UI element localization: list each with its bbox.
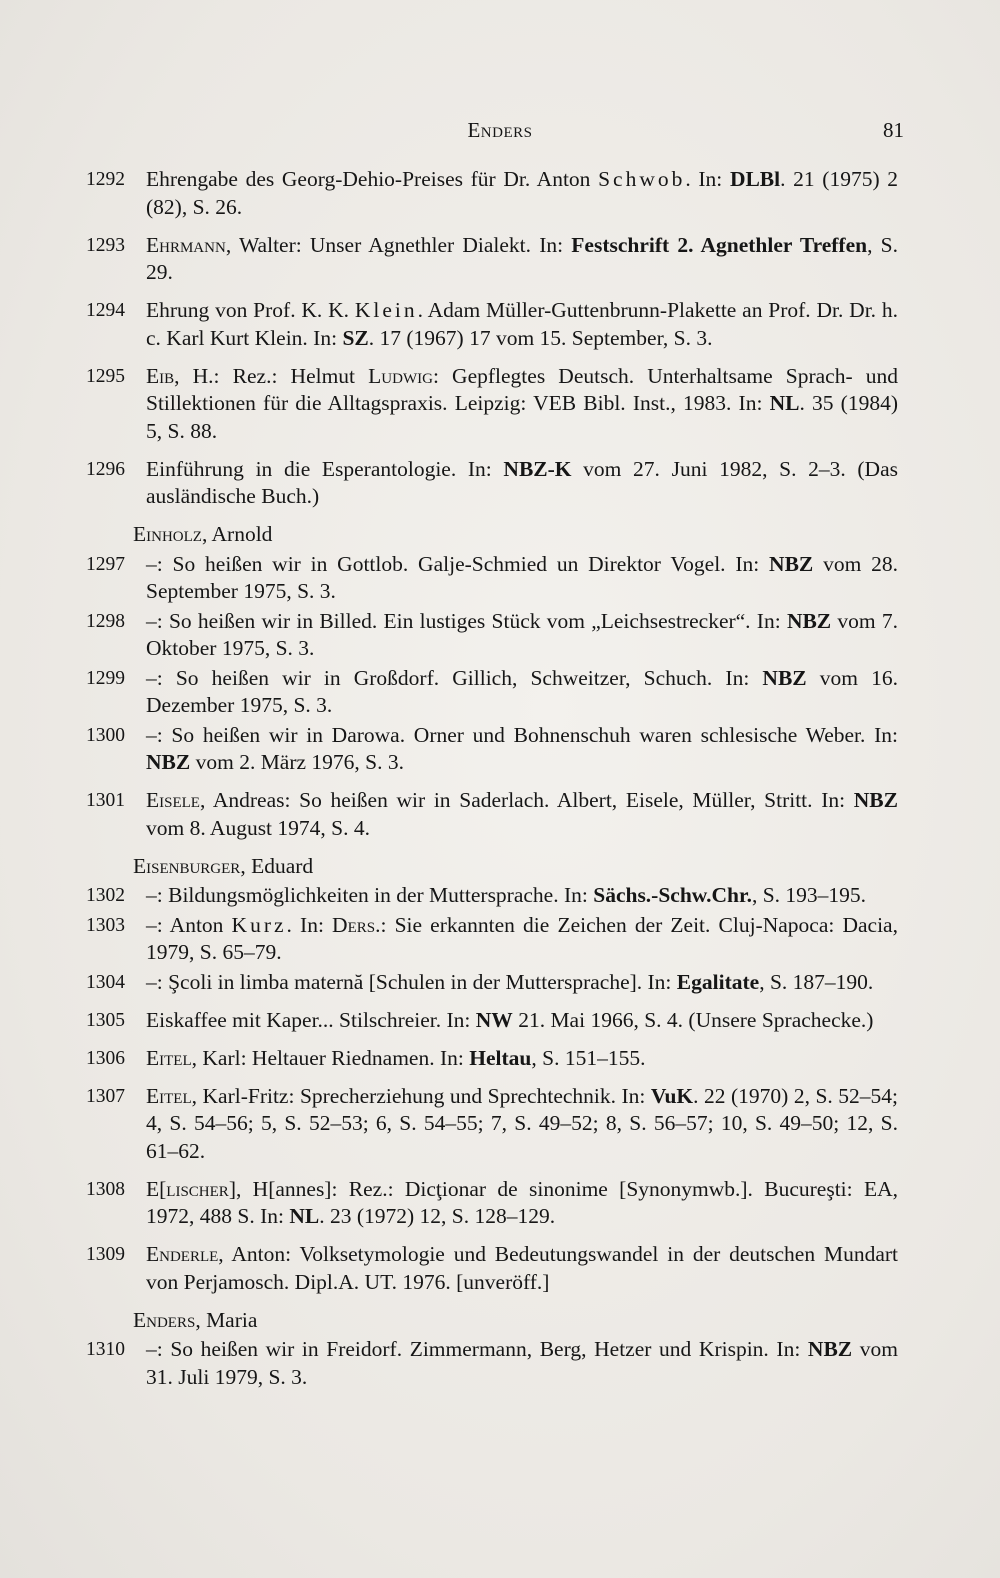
bold-source: NBZ (807, 1337, 853, 1361)
entry-body (146, 364, 898, 443)
bibliography-entry (86, 787, 898, 842)
entry-text: : Sie erkannten die Zeichen der Zeit. Cluj-Napoca: Dacia, 1979, S. 65–79. (146, 912, 898, 964)
entry-text: –: Bildungsmöglichkeiten in der Muttersprache. In: (146, 883, 594, 907)
author-name: Ehrmann (146, 232, 226, 257)
entry-text: vom 31. Juli 1979, S. 3. (146, 1337, 898, 1389)
author-name: Eib (146, 363, 175, 388)
entry-text: , Eduard (240, 853, 314, 878)
entry-body (146, 1337, 898, 1389)
entry-number: 1294 (86, 300, 125, 321)
spaced-name: Schwob (598, 167, 686, 191)
entry-number: 1304 (86, 971, 125, 993)
entry-body (146, 788, 898, 840)
entry-text: . In: (685, 167, 730, 191)
bibliography-entry (86, 1083, 898, 1166)
entry-body (146, 666, 898, 718)
bibliography-entry (86, 297, 898, 352)
bold-source: NL (289, 1204, 320, 1228)
bold-source: Sächs.-Schw.Chr. (593, 883, 752, 907)
bibliography-entry (86, 1336, 898, 1391)
entry-number: 1299 (86, 667, 125, 689)
entry-text: , Karl: Heltauer Riednamen. In: (191, 1045, 470, 1070)
entry-text: vom 7. Oktober 1975, S. 3. (146, 608, 898, 660)
bold-source: Egalitate (676, 969, 760, 994)
entry-number: 1292 (86, 169, 125, 190)
entry-text: –: So heißen wir in Freidorf. Zimmermann, Berg, Hetzer und Krispin. In: (146, 1337, 808, 1361)
entry-text: . 17 (1967) 17 vom 15. September, S. 3. (368, 325, 713, 350)
bibliography-entry (86, 882, 898, 910)
author-name: Ders. (332, 912, 381, 937)
spaced-name: Klein (354, 298, 418, 322)
bibliography-entry (86, 456, 898, 511)
entry-body (146, 298, 898, 350)
bold-source: NBZ (146, 750, 191, 774)
entry-text: vom 16. Dezember 1975, S. 3. (146, 665, 898, 717)
bibliography-entry (86, 608, 898, 663)
bold-source: NBZ (853, 788, 898, 812)
author-name: Enderle (146, 1242, 219, 1266)
entry-text: E[ (146, 1176, 167, 1201)
entry-number: 1295 (86, 365, 125, 387)
author-name: lischer (166, 1176, 229, 1201)
bibliography-list (86, 166, 898, 1402)
entry-text: vom 28. September 1975, S. 3. (146, 551, 898, 603)
bibliography-entry (86, 1045, 898, 1073)
author-heading (86, 853, 898, 881)
entry-text: 21. Mai 1966, S. 4. (Unsere Sprachecke.) (512, 1007, 874, 1032)
bibliography-entry (86, 363, 898, 446)
entry-number: 1300 (86, 724, 125, 746)
entry-text: , Arnold (201, 522, 273, 546)
entry-text: , S. 151–155. (531, 1045, 646, 1070)
bold-source: NBZ-K (503, 456, 572, 481)
entry-body (146, 609, 898, 661)
entry-number: 1306 (86, 1047, 125, 1069)
entry-text: , S. 29. (146, 232, 898, 284)
entry-text: , S. 193–195. (751, 883, 867, 907)
entry-text: –: So heißen wir in Darowa. Orner und Bohnenschuh waren schlesische Weber. In: (146, 722, 898, 747)
bibliography-entry (86, 912, 898, 967)
running-head (0, 118, 1000, 148)
bold-source: SZ (342, 325, 369, 350)
bold-source: NBZ (769, 551, 814, 576)
entry-text: Eiskaffee mit Kaper... Stilschreier. In: (146, 1007, 476, 1032)
bibliography-entry (86, 1241, 898, 1296)
entry-text: Einführung in die Esperantologie. In: (146, 456, 504, 481)
entry-body (146, 457, 898, 509)
author-name: Eisenburger (133, 853, 241, 878)
entry-text: : Gepflegtes Deutsch. Unterhaltsame Sprach- und Stillektionen für die Alltagspraxis. Leipzig: VEB Bibl. Inst., 1983. In: (146, 363, 898, 415)
bibliography-entry (86, 166, 898, 221)
author-heading (86, 1307, 898, 1335)
entry-body (146, 883, 866, 907)
entry-text: –: So heißen wir in Billed. Ein lustiges Stück vom „Leichsestrecker“. In: (146, 608, 787, 633)
entry-body (146, 913, 898, 965)
spaced-name: Kurz (231, 912, 287, 937)
entry-text: vom 27. Juni 1982, S. 2–3. (Das ausländische Buch.) (146, 456, 898, 508)
entry-text: , Andreas: So heißen wir in Saderlach. Albert, Eisele, Müller, Stritt. In: (199, 788, 854, 812)
entry-number: 1298 (86, 610, 125, 632)
entry-text: –: So heißen wir in Großdorf. Gillich, Schweitzer, Schuch. In: (146, 665, 763, 690)
entry-text: vom 2. März 1976, S. 3. (190, 750, 405, 774)
entry-number: 1301 (86, 790, 125, 811)
bibliography-entry (86, 665, 898, 720)
entry-text: , Walter: Unser Agnethler Dialekt. In: (225, 232, 572, 257)
entry-text: –: Şcoli in limba maternă [Schulen in der Muttersprache]. In: (146, 969, 677, 994)
bold-source: NL (769, 391, 800, 415)
author-name: Enders (133, 1307, 196, 1332)
entry-text: . 22 (1970) 2, S. 52–54; 4, S. 54–56; 5, S. 52–53; 6, S. 54–55; 7, S. 49–52; 8, S. 56–57; 10, S. 49–50; 12, S. 61–62. (146, 1083, 898, 1163)
entry-body (146, 1177, 898, 1229)
entry-number: 1308 (86, 1178, 125, 1200)
author-name: Eisele (146, 788, 200, 812)
author-name: Ludwig (368, 363, 433, 388)
bibliography-entry (86, 969, 898, 997)
bold-source: DLBl (729, 167, 781, 191)
entry-body (146, 233, 898, 285)
entry-number: 1307 (86, 1085, 125, 1107)
bibliography-entry (86, 722, 898, 777)
entry-number: 1302 (86, 885, 125, 906)
entry-body (146, 970, 873, 994)
entry-number: 1309 (86, 1244, 125, 1265)
entry-text: ], H[annes]: Rez.: Dicţionar de sinonime [Synonymwb.]. Bucureşti: EA, 1972, 488 S. In: (146, 1176, 898, 1228)
entry-body (146, 723, 898, 775)
entry-body (146, 1008, 873, 1032)
entry-body (146, 552, 898, 604)
author-name: Eitel (146, 1083, 192, 1108)
entry-text: vom 8. August 1974, S. 4. (146, 815, 370, 840)
bold-source: Festschrift 2. Agnethler Treffen (571, 232, 868, 257)
bold-source: NBZ (786, 608, 832, 633)
bold-source: Heltau (469, 1045, 532, 1070)
entry-number: 1293 (86, 234, 125, 256)
entry-text: . 23 (1972) 12, S. 128–129. (319, 1204, 556, 1228)
entry-text: –: Anton (146, 912, 232, 937)
entry-number: 1303 (86, 914, 125, 936)
running-head-title: Enders (467, 118, 533, 142)
page-number: 81 (883, 118, 904, 142)
entry-text: Ehrengabe des Georg-Dehio-Preises für Dr. Anton (146, 167, 599, 191)
bold-source: VuK (650, 1083, 694, 1108)
entry-body (146, 1242, 898, 1294)
entry-number: 1305 (86, 1009, 125, 1031)
entry-text: . 21 (1975) 2 (82), S. 26. (146, 167, 899, 219)
author-heading (86, 521, 898, 549)
entry-text: Ehrung von Prof. K. K. (146, 298, 355, 322)
bibliography-entry (86, 1007, 898, 1035)
entry-text: . 35 (1984) 5, S. 88. (146, 391, 898, 443)
entry-number: 1296 (86, 458, 125, 480)
author-name: Eitel (146, 1045, 192, 1070)
bold-source: NW (475, 1007, 513, 1032)
entry-text: , H.: Rez.: Helmut (174, 363, 369, 388)
bibliography-entry (86, 232, 898, 287)
entry-text: . Adam Müller-Guttenbrunn-Plakette an Prof. Dr. Dr. h. c. Karl Kurt Klein. In: (146, 298, 898, 350)
entry-text: –: So heißen wir in Gottlob. Galje-Schmied un Direktor Vogel. In: (146, 551, 770, 576)
bibliography-entry (86, 551, 898, 606)
entry-text: . In: (286, 912, 333, 937)
entry-number: 1310 (86, 1339, 125, 1360)
author-name: Einholz (133, 522, 202, 546)
bibliography-entry (86, 1176, 898, 1231)
entry-text: , Karl-Fritz: Sprecherziehung und Sprechtechnik. In: (191, 1083, 651, 1108)
entry-number: 1297 (86, 553, 125, 575)
entry-text: , Anton: Volksetymologie und Bedeutungswandel in der deutschen Mundart von Perjamosch. Dipl.A. UT. 1976. [unveröff.] (146, 1242, 898, 1294)
entry-body (146, 167, 898, 219)
bold-source: NBZ (762, 665, 807, 690)
entry-text: , S. 187–190. (759, 969, 874, 994)
entry-body (146, 1046, 645, 1070)
entry-text: , Maria (195, 1307, 258, 1332)
entry-body (146, 1084, 898, 1163)
